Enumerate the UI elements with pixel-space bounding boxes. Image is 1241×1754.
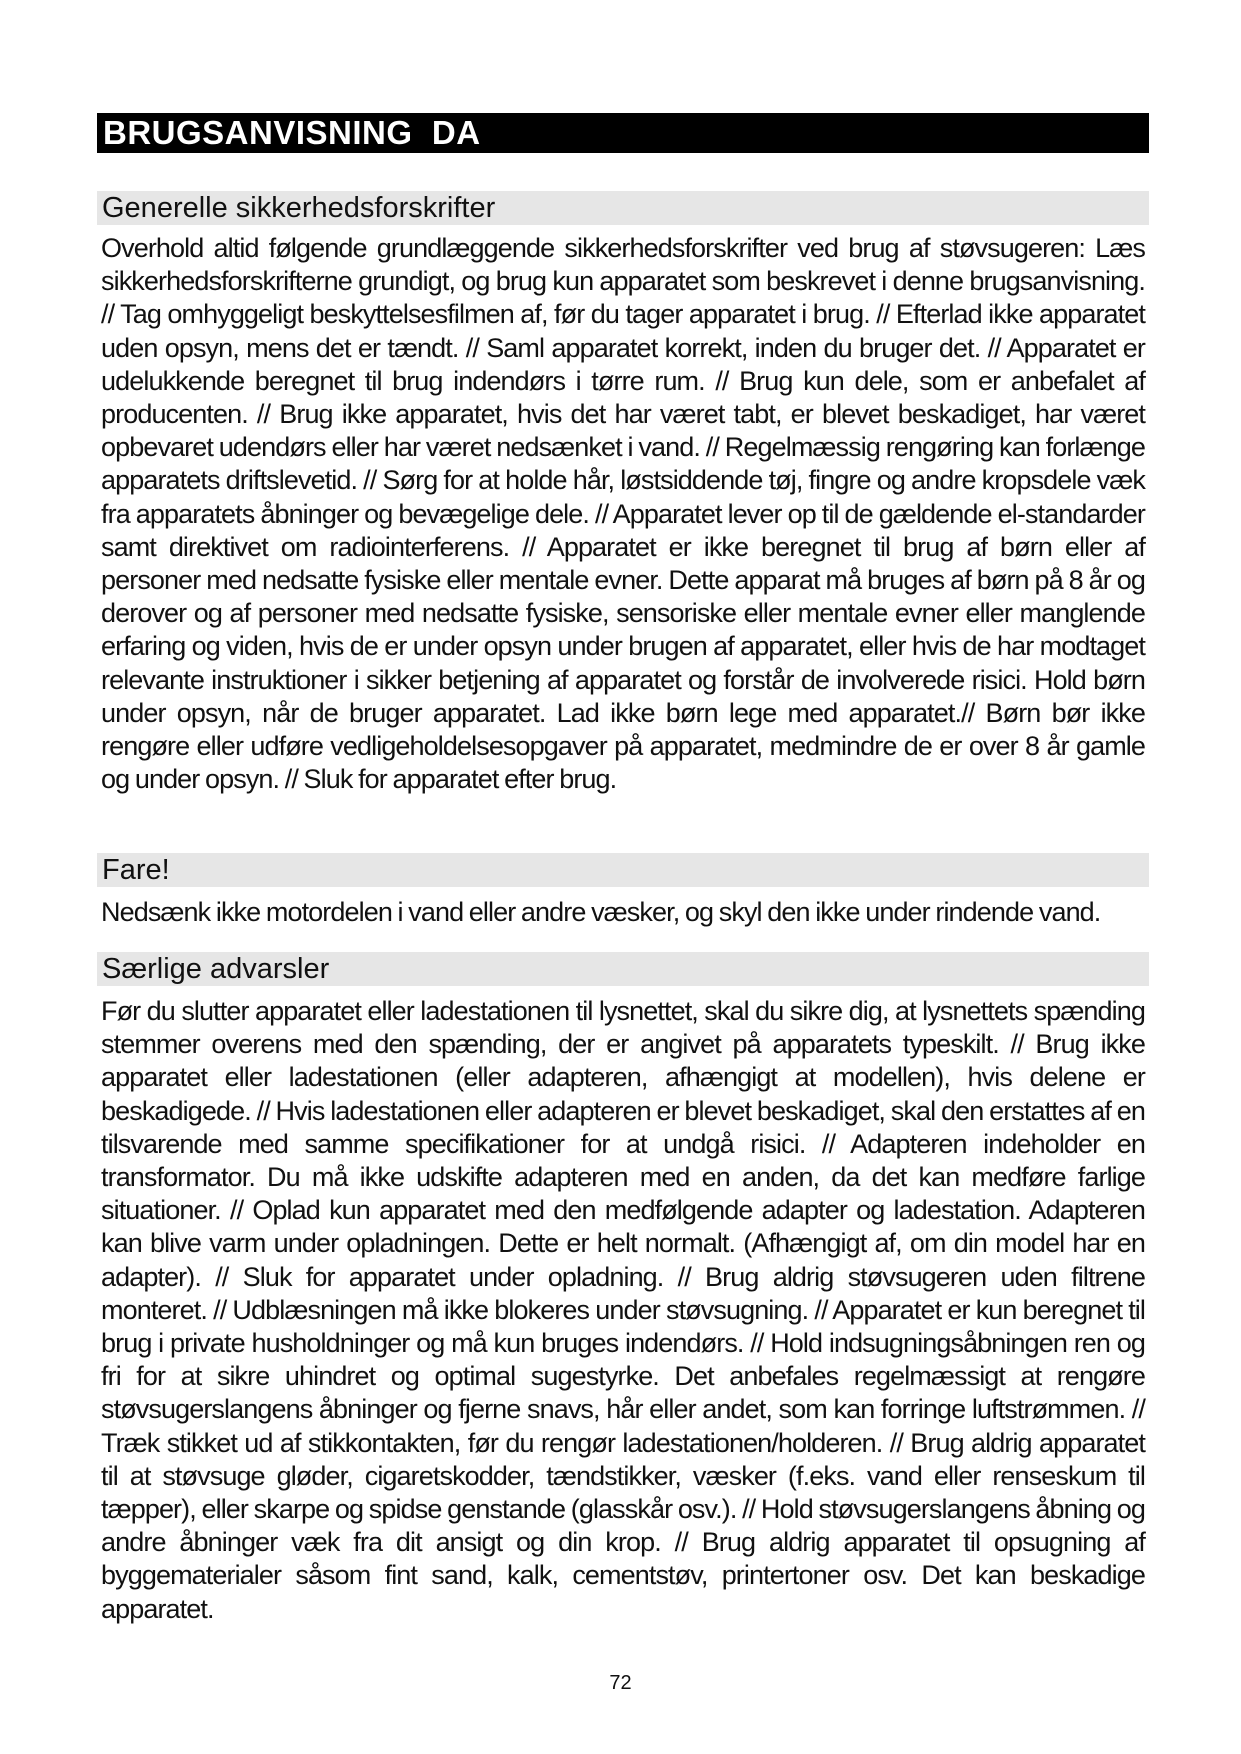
section-text-danger: Nedsænk ikke motordelen i vand eller andre væsker, og skyl den ikke under rindende vand. — [101, 897, 1101, 927]
section-heading-special-warnings: Særlige advarsler — [97, 952, 1149, 986]
page-number: 72 — [609, 1672, 632, 1694]
page-title: BRUGSANVISNING DA — [97, 113, 1149, 153]
section-text-general-safety: Overhold altid følgende grundlæggende sikkerhedsforskrifter ved brug af støvsugeren: Læs sikkerhedsforskrifterne grundigt, og brug kun apparatet som beskrevet i denne brugsanvisning. // Tag omhyggeligt beskyttelsesfilmen af, før du tager apparatet i brug. // Efterlad ikke apparatet uden opsyn, mens det er tændt. // Saml apparatet korrekt, inden du bruger det. // Apparatet er udelukkende beregnet til brug indendørs i tørre rum. // Brug kun dele, som er anbefalet af producenten. // Brug ikke apparatet, hvis det har været tabt, er blevet beskadiget, har været opbevaret udendørs eller har været nedsænket i vand. // Regelmæssig rengøring kan forlænge apparatets driftslevetid. // Sørg for at holde hår, løstsiddende tøj, fingre og andre kropsdele væk fra apparatets åbninger og bevægelige dele. // Apparatet lever op til de gældende el-standarder samt direktivet om radiointerferens. // Apparatet er ikke beregnet til brug af børn eller af personer med nedsatte fysiske eller mentale evner. Dette apparat må bruges af børn på 8 år og derover og af personer med nedsatte fysiske, sensoriske eller mentale evner eller manglende erfaring og viden, hvis de er under opsyn under brugen af apparatet, eller hvis de har modtaget relevante instruktioner i sikker betjening af apparatet og forstår de involverede risici. Hold børn under opsyn, når de bruger apparatet. Lad ikke børn lege med apparatet.// Børn bør ikke rengøre eller udføre vedligeholdelsesopgaver på apparatet, medmindre de er over 8 år gamle og under opsyn. // Sluk for apparatet efter brug. — [101, 233, 1145, 795]
section-heading-general-safety: Generelle sikkerhedsforskrifter — [97, 191, 1149, 225]
section-heading-danger: Fare! — [97, 853, 1149, 887]
section-text-special-warnings: Før du slutter apparatet eller ladestationen til lysnettet, skal du sikre dig, at lysnettets spænding stemmer overens med den spænding, der er angivet på apparatets typeskilt. // Brug ikke apparatet eller ladestationen (eller adapteren, afhængigt at modellen), hvis delene er beskadigede. // Hvis ladestationen eller adapteren er blevet beskadiget, skal den erstattes af en tilsvarende med samme specifikationer for at undgå risici. // Adapteren indeholder en transformator. Du må ikke udskifte adapteren med en anden, da det kan medføre farlige situationer. // Oplad kun apparatet med den medfølgende adapter og ladestation. Adapteren kan blive varm under opladningen. Dette er helt normalt. (Afhængigt af, om din model har en adapter). // Sluk for apparatet under opladning. // Brug aldrig støvsugeren uden filtrene monteret. // Udblæsningen må ikke blokeres under støvsugning. // Apparatet er kun beregnet til brug i private husholdninger og må kun bruges indendørs. // Hold indsugningsåbningen ren og fri for at sikre uhindret og optimal sugestyrke. Det anbefales regelmæssigt at rengøre støvsugerslangens åbninger og fjerne snavs, hår eller andet, som kan forringe luftstrømmen. // Træk stikket ud af stikkontakten, før du rengør ladestationen/holderen. // Brug aldrig apparatet til at støvsuge gløder, cigaretskodder, tændstikker, væsker (f.eks. vand eller renseskum til tæpper), eller skarpe og spidse genstande (glasskår osv.). // Hold støvsugerslangens åbning og andre åbninger væk fra dit ansigt og din krop. // Brug aldrig apparatet til opsugning af byggematerialer såsom fint sand, kalk, cementstøv, printertoner osv. Det kan beskadige apparatet. — [101, 996, 1145, 1624]
